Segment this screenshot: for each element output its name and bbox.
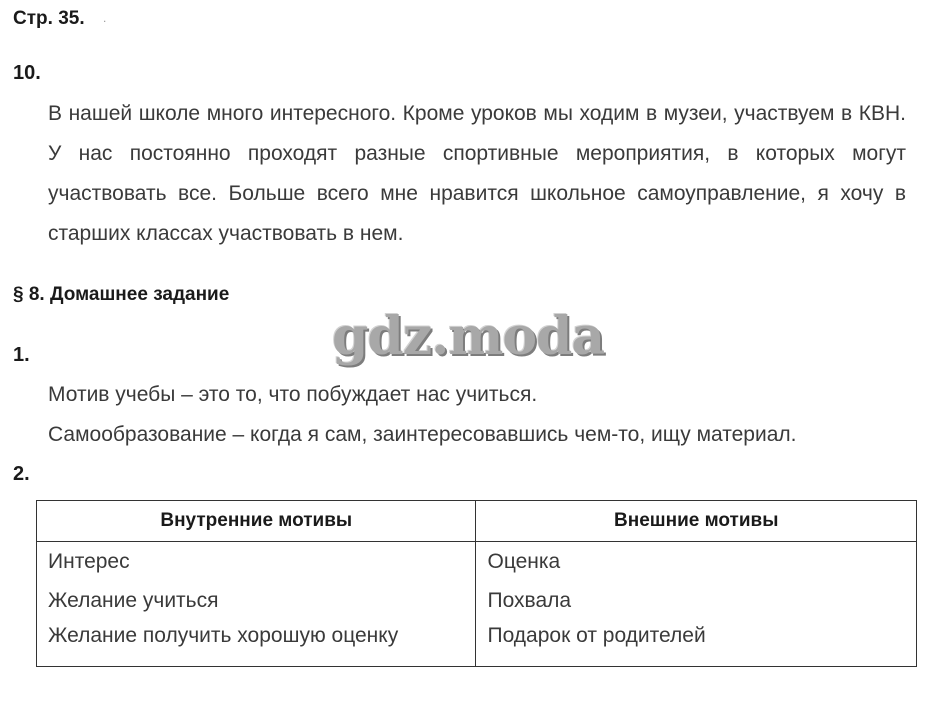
internal-motive-cell: Желание получить хорошую оценку	[37, 620, 476, 667]
definition-motive: Мотив учебы – это то, что побуждает нас учиться.	[48, 383, 538, 406]
page-header: Стр. 35.	[13, 8, 85, 29]
table-row	[37, 620, 917, 667]
table-row	[37, 542, 917, 582]
internal-motive-cell: Желание учиться	[37, 581, 476, 620]
section-title: § 8. Домашнее задание	[13, 284, 230, 305]
task-10-text: В нашей школе много интересного. Кроме уроков мы ходим в музеи, участвуем в КВН. У нас постоянно проходят разные спортивные мероприятия, в которых могут участвовать все. Больше всего мне нравится школьное самоуправление, я хочу в старших классах участвовать в нем.	[48, 102, 906, 245]
task-2-number: 2.	[13, 463, 30, 485]
header-internal-motives: Внутренние мотивы	[37, 501, 476, 542]
external-motive-cell: Оценка	[476, 542, 917, 582]
watermark: gdz.moda	[332, 306, 605, 367]
definition-self-education: Самообразование – когда я сам, заинтересовавшись чем-то, ищу материал.	[48, 423, 797, 446]
header-external-motives: Внешние мотивы	[476, 501, 917, 542]
external-motive-cell: Подарок от родителей	[476, 620, 917, 667]
header-dot: .	[103, 11, 107, 25]
table-header-row	[37, 501, 917, 542]
external-motive-cell: Похвала	[476, 581, 917, 620]
motives-table	[36, 500, 917, 667]
internal-motive-cell: Интерес	[37, 542, 476, 582]
table-row	[37, 581, 917, 620]
task-10-number: 10.	[13, 62, 41, 84]
task-1-number: 1.	[13, 344, 30, 366]
